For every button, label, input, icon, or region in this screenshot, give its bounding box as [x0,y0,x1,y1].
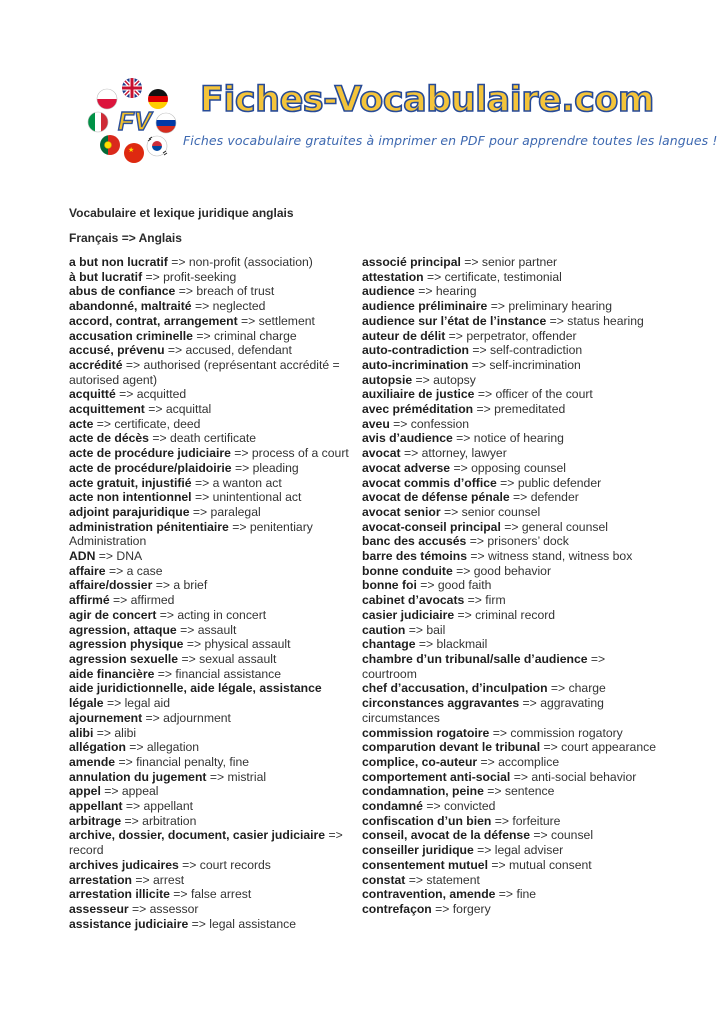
vocab-entry: avocat => attorney, lawyer [362,446,507,461]
vocab-translation: prisoners’ dock [487,534,569,549]
vocab-translation: public defender [517,475,602,490]
italy-flag-icon [88,112,108,132]
vocab-term: aide juridictionnelle, aide légale, assistance légale [69,681,322,711]
vocab-term: acte non intentionnel [69,490,192,505]
vocab-translation: charge [568,681,606,696]
vocab-entry: conseiller juridique => legal adviser [362,843,564,858]
vocab-translation: notice of hearing [473,431,564,446]
vocab-entry: accrédité => authorised (représentant accrédité = autorised agent) [69,357,340,387]
vocab-entry: amende => financial penalty, fine [69,754,249,769]
vocab-term: avocat de défense pénale [362,490,510,505]
vocab-entry: avocat commis d’office => public defender [362,475,602,490]
vocab-translation: affirmed [130,593,175,608]
vocab-translation: court records [199,857,271,872]
vocab-translation: courtroom [362,666,417,681]
vocab-translation: DNA [116,549,143,564]
vocab-translation: legal assistance [209,916,296,931]
vocab-term: ADN [69,549,96,564]
vocab-translation: arbitration [142,813,197,828]
vocab-term: attestation [362,269,424,284]
vocab-term: condamnation, peine [362,784,484,799]
vocab-entry: affirmé => affirmed [69,593,175,608]
vocab-translation: sexual assault [199,651,277,666]
vocab-translation: neglected [212,299,266,314]
vocab-translation: mistrial [227,769,267,784]
vocab-entry: circonstances aggravantes => aggravating circumstances [362,696,604,725]
vocab-term: à but lucratif [69,269,143,284]
vocab-entry: administration pénitentiaire => penitentiary Administration [69,519,313,549]
vocab-entry: acte non intentionnel => unintentional act [69,490,302,505]
vocab-term: casier judiciaire [362,607,455,622]
vocab-entry: condamnation, peine => sentence [362,784,555,799]
vocab-translation: witness stand, witness box [488,549,633,564]
vocab-translation: perpetrator, offender [466,328,577,343]
vocab-term: banc des accusés [362,534,467,549]
vocab-translation: physical assault [204,637,291,652]
vocab-entry: agir de concert => acting in concert [69,607,267,622]
vocab-entry: contrefaçon => forgery [362,901,491,916]
vocab-entry: comportement anti-social => anti-social behavior [362,769,637,784]
vocab-term: audience [362,284,415,299]
vocab-term: accord, contrat, arrangement [69,313,238,328]
vocab-entry: acte => certificate, deed [69,416,201,431]
vocab-entry: avocat senior => senior counsel [362,504,541,519]
vocab-term: audience sur l’état de l’instance [362,313,547,328]
korea-flag-icon [147,136,167,156]
vocab-term: auxiliaire de justice [362,387,475,402]
vocab-translation: mutual consent [508,857,592,872]
vocab-term: aide financière [69,666,155,681]
vocab-entry: acte de décès => death certificate [69,431,257,446]
portugal-flag-icon [100,135,120,155]
vocab-term: abus de confiance [69,284,176,299]
vocab-translation: allegation [146,740,200,755]
vocab-term: arrestation illicite [69,887,170,902]
vocab-translation: adjournment [163,710,231,725]
vocab-term: acquitté [69,387,116,402]
vocab-translation: a wanton act [212,475,282,490]
vocab-entry: audience => hearing [362,284,477,299]
vocab-translation: criminal record [475,607,556,622]
vocab-term: alibi [69,725,94,740]
vocab-entry: consentement mutuel => mutual consent [362,857,592,872]
vocab-translation: senior partner [481,255,558,269]
vocab-translation: authorised (représentant accrédité = autorised agent) [69,357,340,387]
vocab-term: comportement anti-social [362,769,511,784]
vocab-term: contravention, amende [362,887,496,902]
vocab-term: associé principal [362,255,461,269]
vocab-column-right [362,255,662,917]
vocab-translation: assault [197,622,237,637]
vocab-entry: auto-incrimination => self-incrimination [362,357,581,372]
vocab-term: allégation [69,740,126,755]
vocab-term: affaire [69,563,106,578]
vocab-term: a but non lucratif [69,255,168,269]
vocab-entry: conseil, avocat de la défense => counsel [362,828,594,843]
vocab-entry: casier judiciaire => criminal record [362,607,556,622]
vocab-term: administration pénitentiaire [69,519,229,534]
vocab-term: avocat commis d’office [362,475,497,490]
vocab-translation: self-incrimination [489,357,581,372]
vocab-translation: counsel [551,828,594,843]
vocab-entry: à but lucratif => profit-seeking [69,269,237,284]
vocab-entry: caution => bail [362,622,446,637]
vocab-entry: associé principal => senior partner [362,255,558,269]
vocab-term: bonne foi [362,578,417,593]
vocab-term: annulation du jugement [69,769,207,784]
vocab-term: condamné [362,799,423,814]
vocab-term: agression sexuelle [69,651,179,666]
vocab-translation: attorney, lawyer [421,446,507,461]
vocab-entry: comparution devant le tribunal => court appearance [362,740,656,755]
vocab-entry: a but non lucratif => non-profit (association) [69,255,313,269]
vocab-translation: a case [126,563,163,578]
vocab-entry: abandonné, maltraité => neglected [69,299,266,314]
vocab-translation: confession [410,416,470,431]
vocab-entry: acte de procédure judiciaire => process of a court [69,446,349,461]
vocab-term: accusé, prévenu [69,343,165,358]
vocab-translation: process of a court [251,446,349,461]
vocab-translation: penitentiary Administration [69,519,313,549]
vocab-term: chef d’accusation, d’inculpation [362,681,548,696]
vocab-term: comparution devant le tribunal [362,740,541,755]
vocab-term: ajournement [69,710,143,725]
vocab-entry: acquitté => acquitted [69,387,187,402]
vocab-term: acte de procédure/plaidoirie [69,460,232,475]
vocab-entry: complice, co-auteur => accomplice [362,754,560,769]
vocab-term: agression physique [69,637,184,652]
vocab-entry: accusation criminelle => criminal charge [69,328,297,343]
vocab-translation: hearing [435,284,477,299]
vocab-term: archives judicaires [69,857,179,872]
vocab-entry: chantage => blackmail [362,637,488,652]
vocab-translation: autopsy [433,372,476,387]
vocab-term: avec préméditation [362,402,474,417]
vocab-translation: firm [485,593,506,608]
vocab-term: constat [362,872,406,887]
vocab-translation: arrest [153,872,185,887]
vocab-term: chambre d’un tribunal/salle d’audience [362,651,588,666]
vocab-translation: acquittal [165,402,212,417]
vocab-term: archive, dossier, document, casier judiciaire [69,828,326,843]
vocab-translation: record [69,843,104,858]
vocab-translation: forgery [452,901,491,916]
vocab-translation: forfeiture [512,813,561,828]
vocab-entry: assistance judiciaire => legal assistance [69,916,296,931]
vocab-term: assistance judiciaire [69,916,189,931]
vocab-term: acte [69,416,94,431]
vocab-entry: avocat-conseil principal => general counsel [362,519,608,534]
vocab-translation: assessor [149,901,199,916]
vocab-term: avis d’audience [362,431,453,446]
vocab-entry: auteur de délit => perpetrator, offender [362,328,577,343]
vocab-entry: bonne conduite => good behavior [362,563,551,578]
vocab-entry: banc des accusés => prisoners’ dock [362,534,569,549]
vocab-term: circonstances aggravantes [362,696,520,711]
vocab-translation: officer of the court [495,387,593,402]
vocab-term: conseiller juridique [362,843,474,858]
vocab-term: avocat-conseil principal [362,519,501,534]
vocab-translation: financial penalty, fine [136,754,249,769]
vocab-translation: general counsel [521,519,608,534]
vocab-term: audience préliminaire [362,299,488,314]
vocab-translation: breach of trust [196,284,275,299]
vocab-entry: condamné => convicted [362,799,496,814]
vocab-entry: acte gratuit, injustifié => a wanton act [69,475,282,490]
vocab-term: arbitrage [69,813,122,828]
vocab-translation: acting in concert [177,607,267,622]
vocab-translation: legal adviser [494,843,564,858]
vocab-entry: avocat adverse => opposing counsel [362,460,566,475]
vocab-entry: attestation => certificate, testimonial [362,269,562,284]
vocab-entry: auto-contradiction => self-contradiction [362,343,583,358]
vocab-term: conseil, avocat de la défense [362,828,530,843]
vocab-term: confiscation d’un bien [362,813,492,828]
vocab-translation: death certificate [169,431,257,446]
vocab-entry: barre des témoins => witness stand, witness box [362,549,633,564]
vocab-term: acquittement [69,402,145,417]
vocab-entry: accord, contrat, arrangement => settlement [69,313,315,328]
vocab-translation: bail [426,622,446,637]
vocab-entry: affaire/dossier => a brief [69,578,208,593]
vocab-translation: self-contradiction [490,343,583,358]
vocab-term: agir de concert [69,607,157,622]
vocab-entry: avis d’audience => notice of hearing [362,431,564,446]
vocab-term: agression, attaque [69,622,177,637]
vocab-translation: criminal charge [213,328,297,343]
vocab-translation: court appearance [561,740,656,755]
vocab-translation: aggravating circumstances [362,696,604,725]
vocab-entry: adjoint parajuridique => paralegal [69,504,261,519]
vocab-entry: aide financière => financial assistance [69,666,282,681]
china-flag-icon [124,143,144,163]
svg-text:★: ★ [128,146,135,154]
vocab-entry: contravention, amende => fine [362,887,537,902]
vocab-term: auto-contradiction [362,343,469,358]
vocab-entry: arrestation illicite => false arrest [69,887,252,902]
vocab-entry: chambre d’un tribunal/salle d’audience => courtroom [362,651,606,681]
site-tagline: Fiches vocabulaire gratuites à imprimer en PDF pour apprendre toutes les langues ! [183,133,718,148]
vocab-translation: defender [530,490,579,505]
vocab-term: arrestation [69,872,132,887]
vocab-entry: acquittement => acquittal [69,402,212,417]
poland-flag-icon [97,89,117,109]
uk-flag-icon [122,78,142,98]
vocab-translation: fine [516,887,537,902]
vocab-entry: appellant => appellant [69,799,193,814]
vocab-term: aveu [362,416,390,431]
vocab-entry: audience préliminaire => preliminary hearing [362,299,612,314]
vocab-entry: auxiliaire de justice => officer of the court [362,387,593,402]
vocab-entry: accusé, prévenu => accused, defendant [69,343,292,358]
vocab-term: consentement mutuel [362,857,488,872]
vocab-term: abandonné, maltraité [69,299,192,314]
vocab-entry: annulation du jugement => mistrial [69,769,267,784]
vocab-term: autopsie [362,372,413,387]
vocab-translation: alibi [114,725,137,740]
vocab-entry: arrestation => arrest [69,872,185,887]
vocab-translation: statement [426,872,480,887]
vocab-entry: chef d’accusation, d’inculpation => charge [362,681,606,696]
vocab-translation: accomplice [498,754,560,769]
vocab-translation: appeal [121,784,159,799]
vocab-entry: acte de procédure/plaidoirie => pleading [69,460,299,475]
vocab-translation: certificate, testimonial [444,269,562,284]
document-subtitle: Français => Anglais [69,231,182,245]
vocab-translation: non-profit (association) [188,255,313,269]
vocab-translation: false arrest [190,887,252,902]
vocab-entry: assesseur => assessor [69,901,199,916]
vocab-term: acte de procédure judiciaire [69,446,231,461]
vocab-term: adjoint parajuridique [69,504,190,519]
vocab-translation: unintentional act [212,490,302,505]
vocab-term: barre des témoins [362,549,467,564]
vocab-entry: abus de confiance => breach of trust [69,284,275,299]
vocab-entry: affaire => a case [69,563,163,578]
vocab-entry: constat => statement [362,872,480,887]
vocab-entry: commission rogatoire => commission rogatory [362,725,623,740]
vocab-translation: appellant [143,799,193,814]
vocab-entry: cabinet d’avocats => firm [362,593,506,608]
vocab-translation: commission rogatory [510,725,623,740]
vocab-term: affaire/dossier [69,578,153,593]
vocab-entry: agression physique => physical assault [69,637,291,652]
vocab-term: appel [69,784,101,799]
vocab-term: chantage [362,637,416,652]
vocab-term: avocat [362,446,401,461]
vocab-entry: allégation => allegation [69,740,200,755]
vocab-entry: agression, attaque => assault [69,622,237,637]
vocab-term: auto-incrimination [362,357,469,372]
vocab-term: avocat senior [362,504,441,519]
vocab-translation: senior counsel [461,504,541,519]
vocab-translation: financial assistance [175,666,282,681]
vocab-entry: alibi => alibi [69,725,137,740]
vocab-entry: agression sexuelle => sexual assault [69,651,277,666]
vocab-entry: bonne foi => good faith [362,578,492,593]
vocab-term: acte gratuit, injustifié [69,475,192,490]
vocab-translation: profit-seeking [163,269,237,284]
vocab-entry: appel => appeal [69,784,159,799]
vocab-entry: aveu => confession [362,416,470,431]
vocab-column-left [69,255,359,931]
vocab-translation: pleading [252,460,299,475]
vocab-translation: certificate, deed [114,416,201,431]
vocab-term: commission rogatoire [362,725,490,740]
vocab-term: amende [69,754,116,769]
vocab-term: appellant [69,799,123,814]
vocab-term: assesseur [69,901,129,916]
vocab-entry: autopsie => autopsy [362,372,476,387]
vocab-translation: anti-social behavior [531,769,637,784]
vocab-translation: a brief [173,578,208,593]
vocab-term: auteur de délit [362,328,446,343]
vocab-term: complice, co-auteur [362,754,478,769]
vocab-entry: arbitrage => arbitration [69,813,197,828]
vocab-translation: sentence [504,784,555,799]
vocab-entry: confiscation d’un bien => forfeiture [362,813,561,828]
vocab-translation: convicted [443,799,496,814]
russia-flag-icon [156,113,176,133]
vocab-term: avocat adverse [362,460,451,475]
site-name[interactable]: Fiches-Vocabulaire.com [200,80,654,120]
vocab-translation: blackmail [436,637,488,652]
vocab-entry: audience sur l’état de l’instance => status hearing [362,313,644,328]
vocab-translation: premeditated [494,402,566,417]
vocab-translation: preliminary hearing [508,299,612,314]
vocab-entry: avec préméditation => premeditated [362,402,566,417]
vocab-entry: ajournement => adjournment [69,710,231,725]
vocab-translation: paralegal [210,504,261,519]
vocab-entry: archives judicaires => court records [69,857,271,872]
vocab-translation: opposing counsel [471,460,566,475]
vocab-translation: legal aid [124,696,170,711]
vocab-translation: good behavior [473,563,551,578]
vocab-translation: status hearing [567,313,644,328]
vocab-term: cabinet d’avocats [362,593,465,608]
fv-logo-badge: FV [118,106,152,136]
vocab-entry: avocat de défense pénale => defender [362,490,579,505]
vocab-entry: archive, dossier, document, casier judiciaire => record [69,828,343,858]
vocab-term: affirmé [69,593,110,608]
vocab-term: acte de décès [69,431,149,446]
vocab-term: accusation criminelle [69,328,193,343]
vocab-term: caution [362,622,406,637]
vocab-translation: settlement [258,313,315,328]
vocab-entry: ADN => DNA [69,549,143,564]
vocab-entry: aide juridictionnelle, aide légale, assistance légale => legal aid [69,681,322,711]
vocab-translation: good faith [437,578,492,593]
site-header [0,0,724,185]
document-title: Vocabulaire et lexique juridique anglais [69,206,294,220]
vocab-translation: accused, defendant [185,343,292,358]
vocab-term: contrefaçon [362,901,432,916]
vocab-term: bonne conduite [362,563,453,578]
vocab-translation: acquitted [136,387,187,402]
vocab-term: accrédité [69,357,123,372]
